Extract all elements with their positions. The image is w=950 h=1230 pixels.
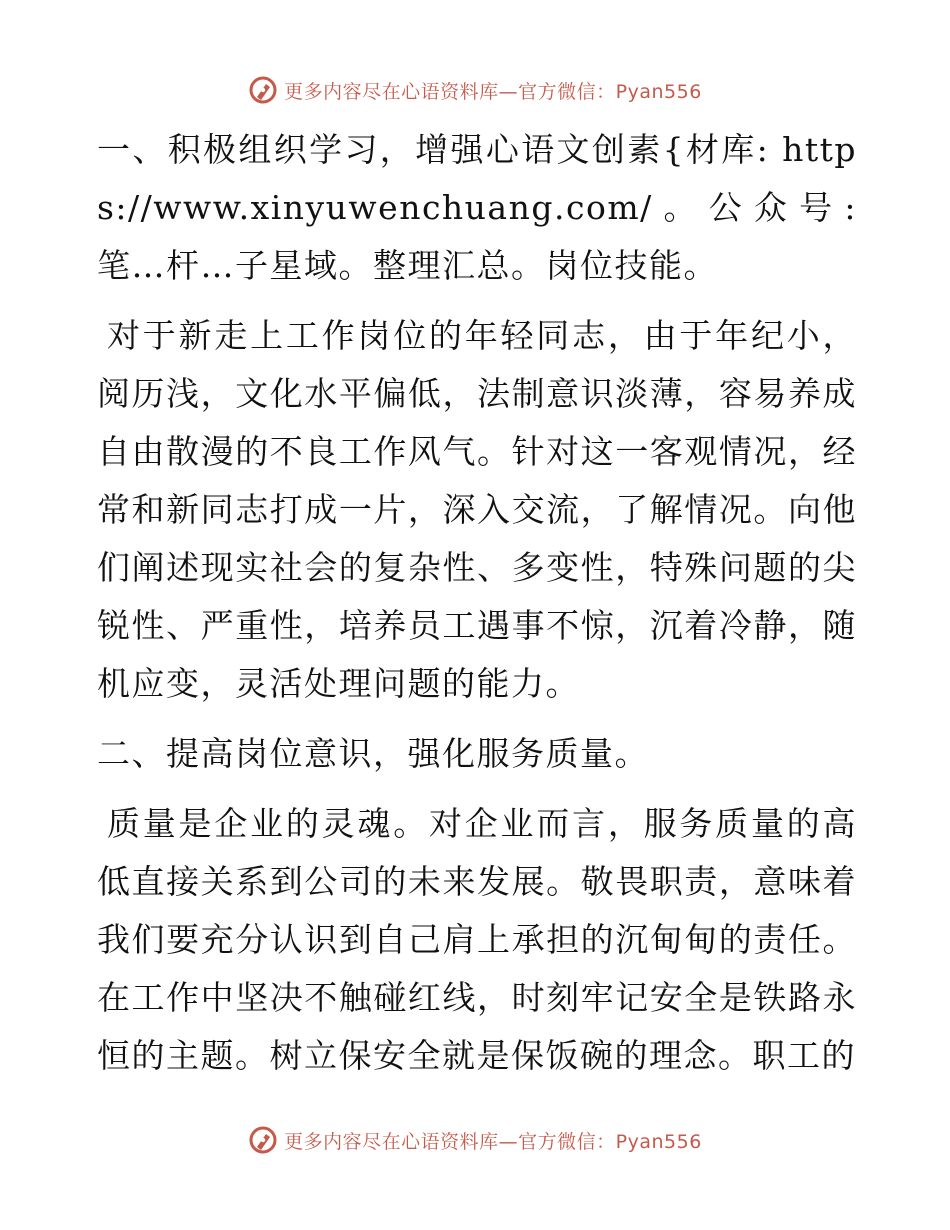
section-heading-2: 二、提高岗位意识，强化服务质量。 — [97, 734, 649, 773]
footer-watermark — [0, 1122, 950, 1158]
section-heading-1: 一、积极组织学习，增强心语文创素{材库: https://www.xinyuwenchuang.com/。公众号: 笔…杆…子星域。整理汇总。岗位技能。 — [97, 130, 857, 285]
body-paragraph-2: 质量是企业的灵魂。对企业而言，服务质量的高低直接关系到公司的未来发展。敬畏职责，意味着我们要充分认识到自己肩上承担的沉甸甸的责任。在工作中坚决不触碰红线，时刻牢记安全是铁路永恒的主题。树立保安全就是保饭碗的理念。职工的 — [97, 804, 857, 1075]
document-body — [97, 121, 857, 1085]
watermark-text: 更多内容尽在心语资料库—官方微信：Pyan556 — [284, 1130, 702, 1153]
header-watermark — [0, 72, 950, 108]
watermark-text: 更多内容尽在心语资料库—官方微信：Pyan556 — [284, 80, 702, 103]
body-paragraph-1: 对于新走上工作岗位的年轻同志，由于年纪小，阅历浅，文化水平偏低，法制意识淡薄，容易养成自由散漫的不良工作风气。针对这一客观情况，经常和新同志打成一片，深入交流，了解情况。向他们阐述现实社会的复杂性、多变性，特殊问题的尖锐性、严重性，培养员工遇事不惊，沉着冷静，随机应变，灵活处理问题的能力。 — [97, 316, 857, 703]
pen-logo-icon — [248, 75, 278, 105]
pen-logo-icon — [248, 1125, 278, 1155]
